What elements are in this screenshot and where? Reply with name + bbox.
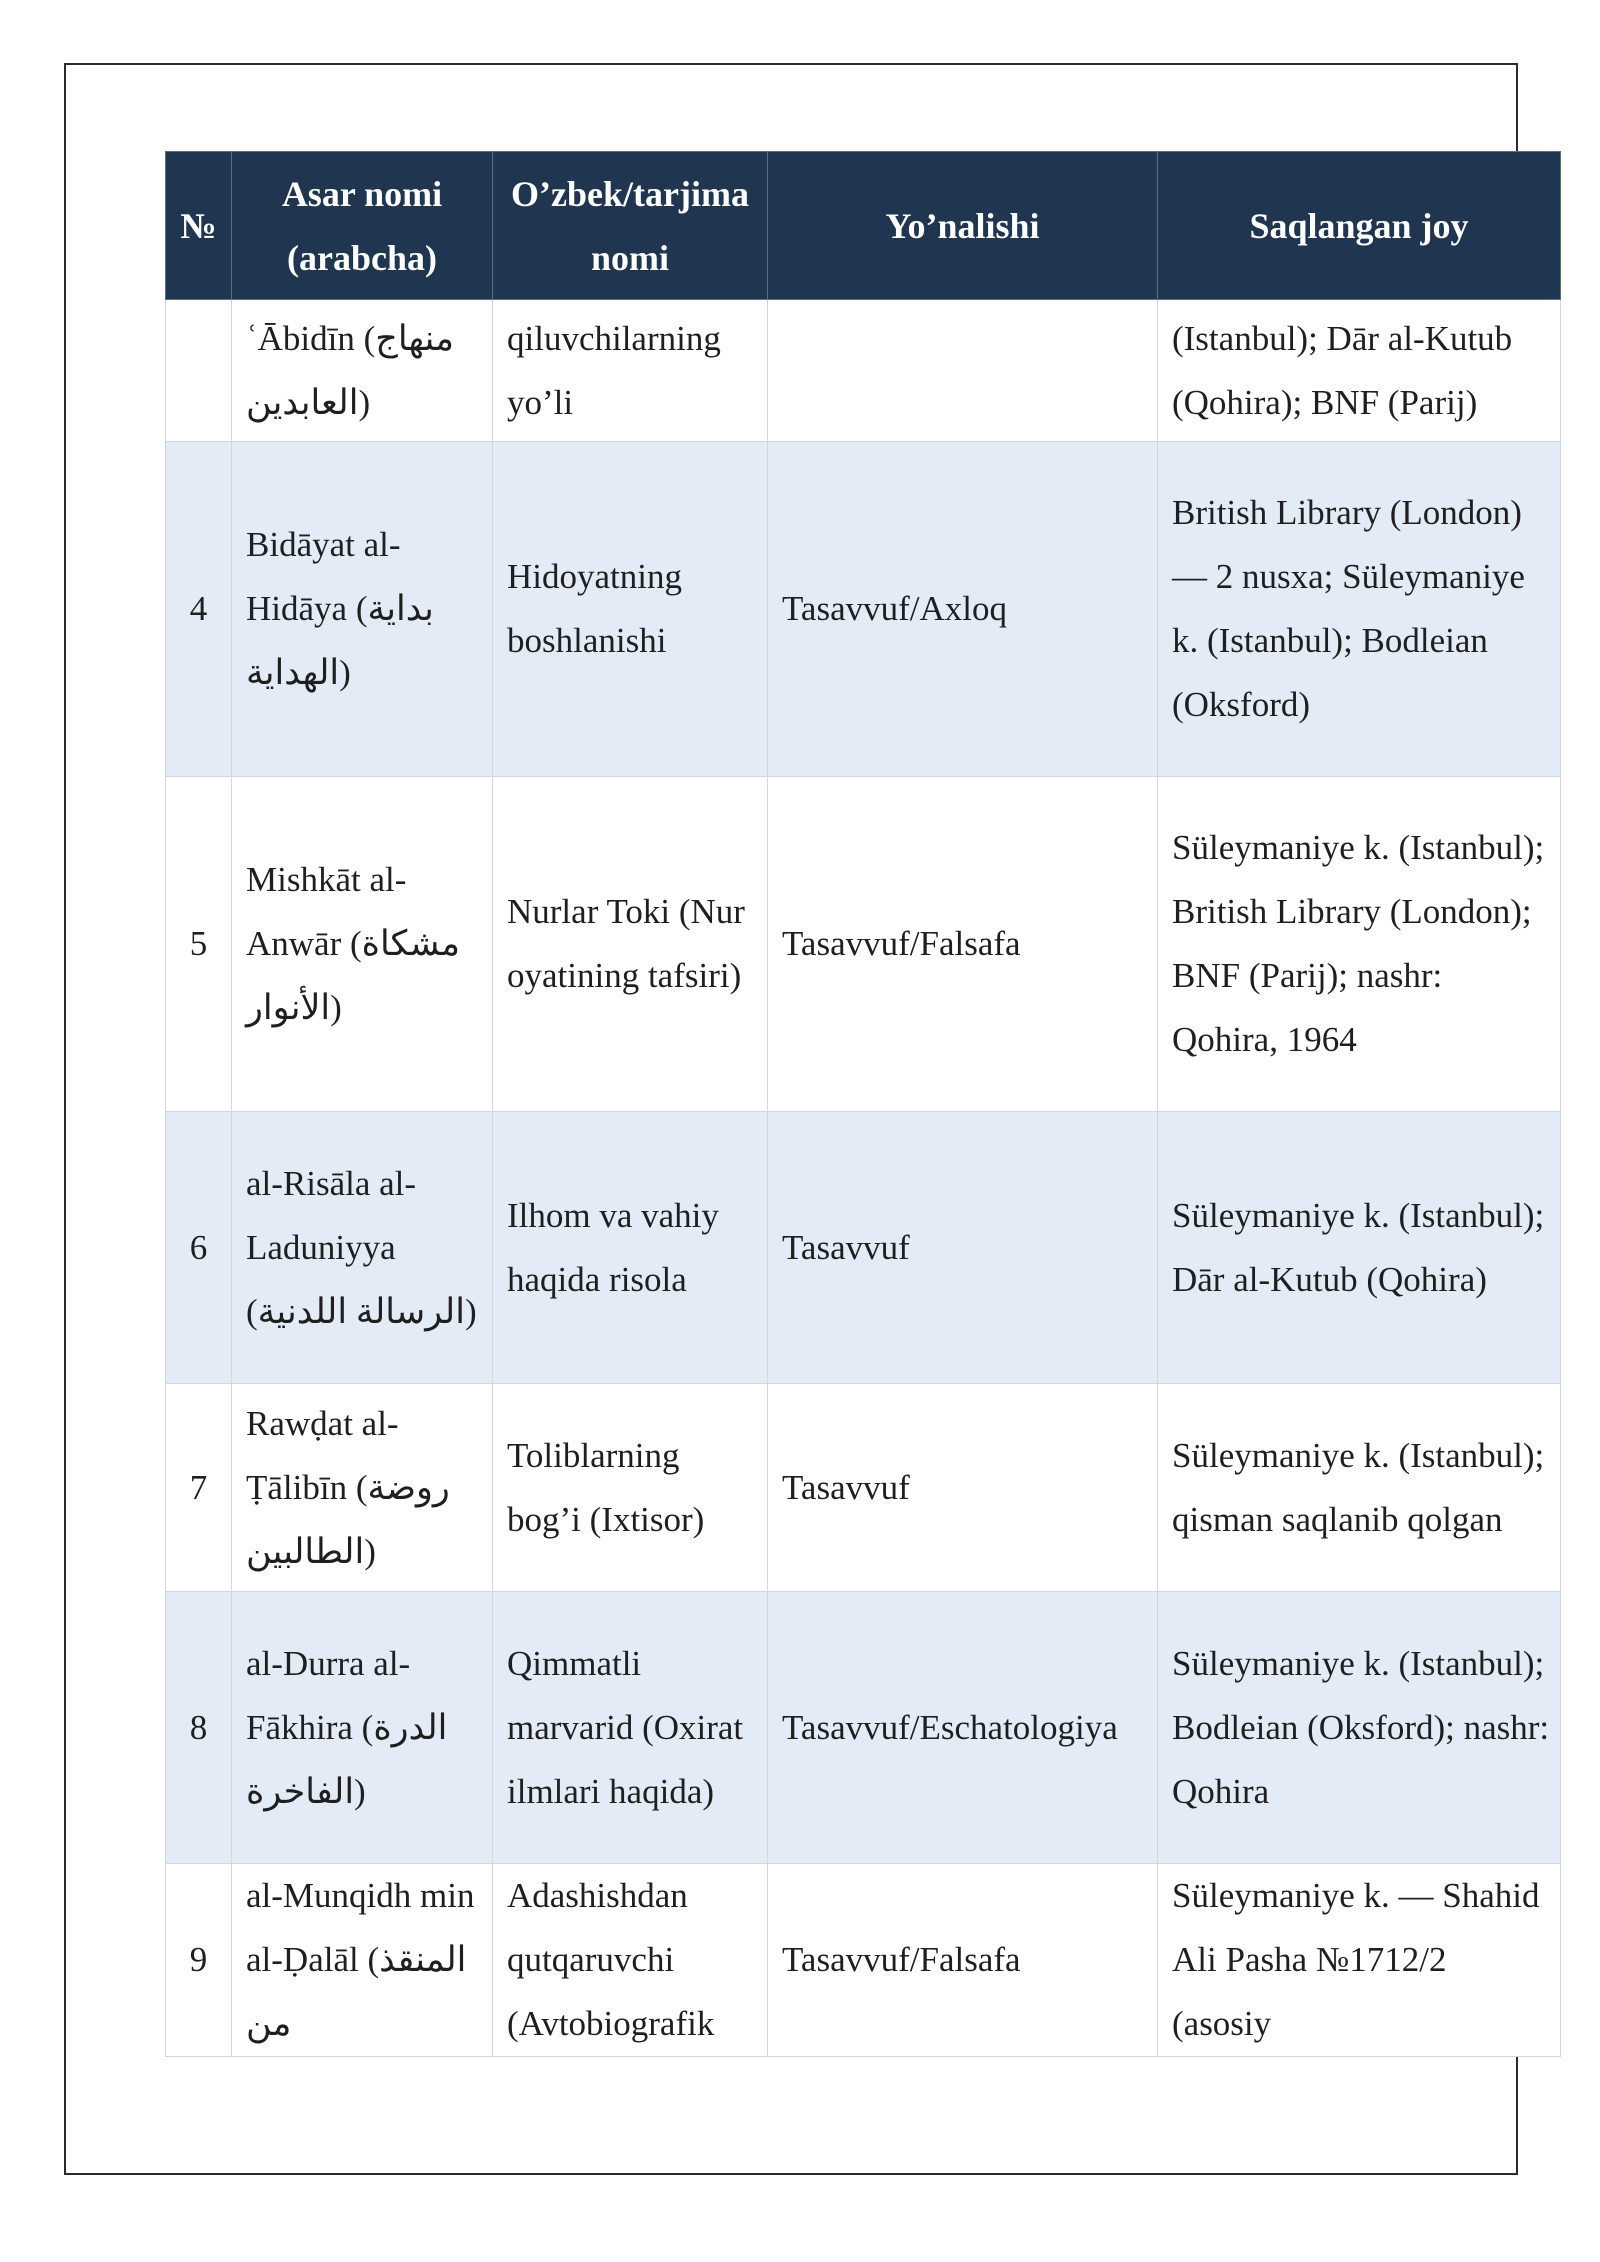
row-direction [768,300,1158,442]
row-arabic-title: al-Risāla al-Laduniyya (الرسالة اللدنية) [232,1112,493,1384]
header-number: № [166,152,232,300]
row-location: Süleymaniye k. (Istanbul); Bodleian (Oksford); nashr: Qohira [1158,1592,1561,1864]
row-uzbek-title: Ilhom va vahiy haqida risola [493,1112,768,1384]
row-arabic-title: al-Durra al-Fākhira (الدرة الفاخرة) [232,1592,493,1864]
row-location: (Istanbul); Dār al-Kutub (Qohira); BNF (Parij) [1158,300,1561,442]
row-arabic-title: Rawḍat al-Ṭālibīn (روضة الطالبين) [232,1384,493,1592]
row-location: British Library (London) — 2 nusxa; Süleymaniye k. (Istanbul); Bodleian (Oksford) [1158,442,1561,777]
row-number: 5 [166,777,232,1112]
header-location: Saqlangan joy [1158,152,1561,300]
row-arabic-title: Mishkāt al-Anwār (مشكاة الأنوار) [232,777,493,1112]
header-uzbek-title: O’zbek/tarjima nomi [493,152,768,300]
header-row [166,152,1561,300]
row-uzbek-title: Adashishdan qutqaruvchi (Avtobiografik [493,1864,768,2057]
header-direction: Yo’nalishi [768,152,1158,300]
row-direction: Tasavvuf/Falsafa [768,777,1158,1112]
row-direction: Tasavvuf/Falsafa [768,1864,1158,2057]
table-row [166,442,1561,777]
manuscripts-table [165,151,1561,2057]
row-uzbek-title: Qimmatli marvarid (Oxirat ilmlari haqida) [493,1592,768,1864]
row-uzbek-title: Nurlar Toki (Nur oyatining tafsiri) [493,777,768,1112]
row-number: 4 [166,442,232,777]
row-uzbek-title: Hidoyatning boshlanishi [493,442,768,777]
header-arabic-title: Asar nomi (arabcha) [232,152,493,300]
row-location: Süleymaniye k. (Istanbul); Dār al-Kutub (Qohira) [1158,1112,1561,1384]
row-number: 7 [166,1384,232,1592]
table-row [166,777,1561,1112]
row-arabic-title: al-Munqidh min al-Ḍalāl (المنقذ من [232,1864,493,2057]
row-direction: Tasavvuf/Axloq [768,442,1158,777]
row-direction: Tasavvuf/Eschatologiya [768,1592,1158,1864]
table-row [166,1384,1561,1592]
table-row [166,1864,1561,2057]
row-number: 6 [166,1112,232,1384]
row-direction: Tasavvuf [768,1384,1158,1592]
row-direction: Tasavvuf [768,1112,1158,1384]
row-uzbek-title: Toliblarning bog’i (Ixtisor) [493,1384,768,1592]
row-uzbek-title: qiluvchilarning yo’li [493,300,768,442]
table-header [166,152,1561,300]
row-number: 8 [166,1592,232,1864]
table-row [166,1112,1561,1384]
row-location: Süleymaniye k. (Istanbul); British Library (London); BNF (Parij); nashr: Qohira, 1964 [1158,777,1561,1112]
row-location: Süleymaniye k. — Shahid Ali Pasha №1712/2 (asosiy [1158,1864,1561,2057]
row-arabic-title: Bidāyat al-Hidāya (بداية الهداية) [232,442,493,777]
row-number: 9 [166,1864,232,2057]
table-row [166,300,1561,442]
row-arabic-title: ʿĀbidīn (منهاج العابدين) [232,300,493,442]
table-row [166,1592,1561,1864]
table-body [166,300,1561,2057]
row-location: Süleymaniye k. (Istanbul); qisman saqlanib qolgan [1158,1384,1561,1592]
row-number [166,300,232,442]
